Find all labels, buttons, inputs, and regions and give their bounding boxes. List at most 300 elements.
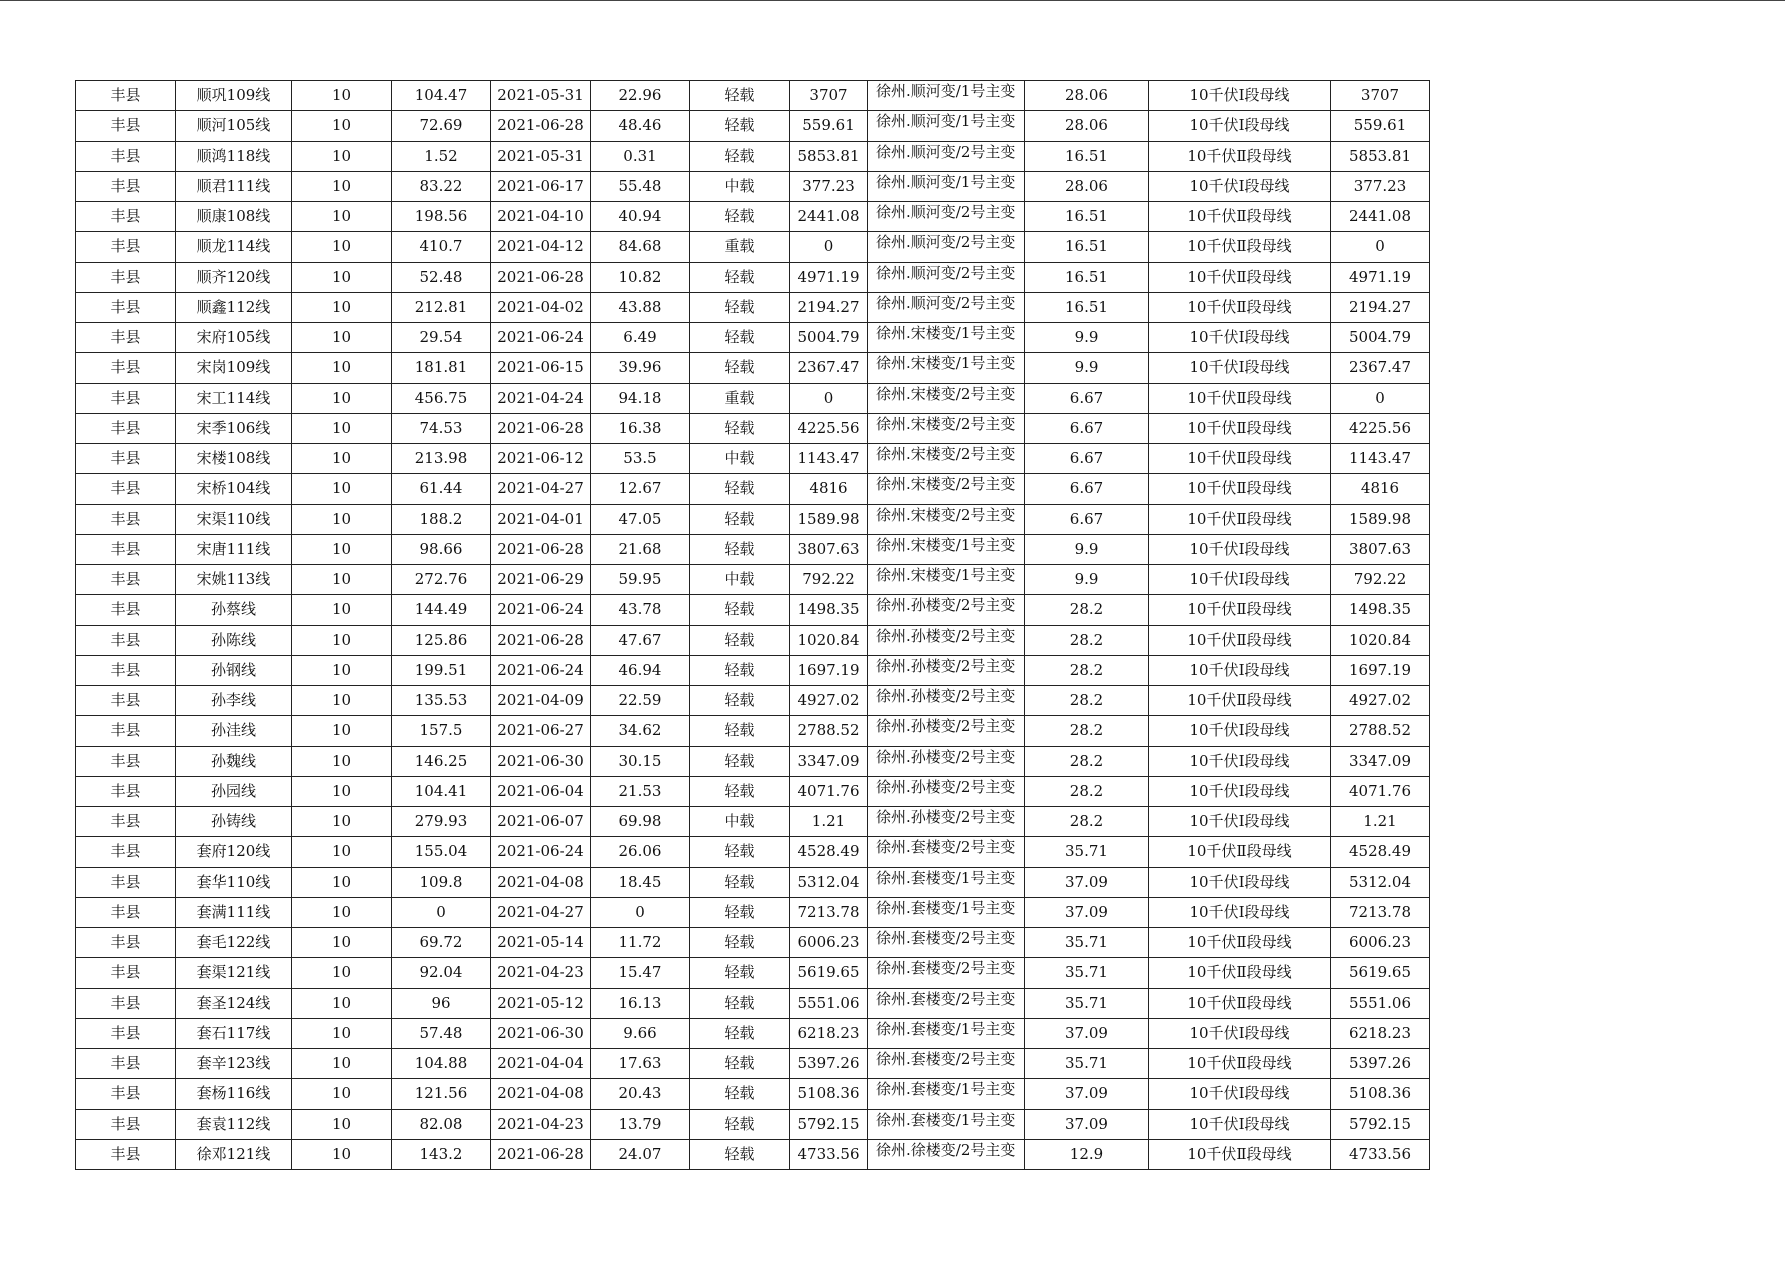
capacity-cell: 5004.79 xyxy=(790,323,868,353)
county-cell: 丰县 xyxy=(76,383,176,413)
substation-transformer-cell xyxy=(868,1049,1025,1079)
feeder-name-cell: 套袁112线 xyxy=(176,1109,292,1139)
transformer-rate-cell: 12.9 xyxy=(1025,1139,1149,1169)
available-capacity-cell: 4971.19 xyxy=(1331,262,1430,292)
available-capacity-cell: 2367.47 xyxy=(1331,353,1430,383)
feeder-name-cell: 宋唐111线 xyxy=(176,534,292,564)
date-cell: 2021-05-14 xyxy=(491,928,591,958)
date-cell: 2021-06-24 xyxy=(491,323,591,353)
date-cell: 2021-06-29 xyxy=(491,565,591,595)
table-row xyxy=(76,1049,1430,1079)
feeder-name-cell: 宋岗109线 xyxy=(176,353,292,383)
voltage-cell: 10 xyxy=(292,202,392,232)
capacity-cell: 5312.04 xyxy=(790,867,868,897)
busbar-cell: 10千伏Ⅰ段母线 xyxy=(1149,655,1331,685)
voltage-cell: 10 xyxy=(292,1139,392,1169)
rate-cell: 46.94 xyxy=(591,655,690,685)
page-top-rule xyxy=(0,0,1785,1)
date-cell: 2021-04-27 xyxy=(491,474,591,504)
feeder-name-cell: 宋桥104线 xyxy=(176,474,292,504)
date-cell: 2021-06-28 xyxy=(491,1139,591,1169)
voltage-cell: 10 xyxy=(292,958,392,988)
load-status-cell: 轻载 xyxy=(690,262,790,292)
available-capacity-cell: 5551.06 xyxy=(1331,988,1430,1018)
load-status-cell: 轻载 xyxy=(690,292,790,322)
load-status-cell: 轻载 xyxy=(690,202,790,232)
feeder-name-cell: 套渠121线 xyxy=(176,958,292,988)
voltage-cell: 10 xyxy=(292,292,392,322)
rate-cell: 13.79 xyxy=(591,1109,690,1139)
date-cell: 2021-06-12 xyxy=(491,444,591,474)
feeder-name-cell: 顺河105线 xyxy=(176,111,292,141)
substation-transformer-cell xyxy=(868,1018,1025,1048)
substation-transformer-cell xyxy=(868,262,1025,292)
date-cell: 2021-06-27 xyxy=(491,716,591,746)
feeder-name-cell: 孙洼线 xyxy=(176,716,292,746)
load-status-cell: 轻载 xyxy=(690,928,790,958)
substation-transformer-cell xyxy=(868,776,1025,806)
county-cell: 丰县 xyxy=(76,625,176,655)
substation-transformer-text: 徐州.套楼变/2号主变 xyxy=(876,838,1016,857)
rate-cell: 16.13 xyxy=(591,988,690,1018)
voltage-cell: 10 xyxy=(292,655,392,685)
rate-cell: 53.5 xyxy=(591,444,690,474)
feeder-name-cell: 孙铸线 xyxy=(176,807,292,837)
available-capacity-cell: 0 xyxy=(1331,383,1430,413)
busbar-cell: 10千伏Ⅰ段母线 xyxy=(1149,746,1331,776)
rate-cell: 11.72 xyxy=(591,928,690,958)
county-cell: 丰县 xyxy=(76,716,176,746)
table-row xyxy=(76,595,1430,625)
busbar-cell: 10千伏Ⅱ段母线 xyxy=(1149,1139,1331,1169)
substation-transformer-cell xyxy=(868,716,1025,746)
voltage-cell: 10 xyxy=(292,897,392,927)
load-cell: 61.44 xyxy=(392,474,491,504)
busbar-cell: 10千伏Ⅱ段母线 xyxy=(1149,958,1331,988)
substation-transformer-text: 徐州.套楼变/1号主变 xyxy=(876,868,1016,887)
substation-transformer-text: 徐州.宋楼变/1号主变 xyxy=(876,354,1016,373)
available-capacity-cell: 377.23 xyxy=(1331,171,1430,201)
load-status-cell: 轻载 xyxy=(690,1049,790,1079)
load-status-cell: 重载 xyxy=(690,383,790,413)
capacity-cell: 4225.56 xyxy=(790,413,868,443)
transformer-rate-cell: 16.51 xyxy=(1025,202,1149,232)
substation-transformer-text: 徐州.顺河变/2号主变 xyxy=(876,293,1016,312)
substation-transformer-cell xyxy=(868,655,1025,685)
rate-cell: 69.98 xyxy=(591,807,690,837)
transformer-rate-cell: 16.51 xyxy=(1025,232,1149,262)
table-row xyxy=(76,141,1430,171)
substation-transformer-cell xyxy=(868,81,1025,111)
transformer-rate-cell: 28.2 xyxy=(1025,807,1149,837)
substation-transformer-cell xyxy=(868,867,1025,897)
capacity-cell: 2788.52 xyxy=(790,716,868,746)
capacity-cell: 1020.84 xyxy=(790,625,868,655)
load-status-cell: 轻载 xyxy=(690,353,790,383)
available-capacity-cell: 5619.65 xyxy=(1331,958,1430,988)
transformer-rate-cell: 6.67 xyxy=(1025,504,1149,534)
substation-transformer-text: 徐州.套楼变/1号主变 xyxy=(876,1080,1016,1099)
county-cell: 丰县 xyxy=(76,111,176,141)
date-cell: 2021-04-08 xyxy=(491,1079,591,1109)
capacity-cell: 1697.19 xyxy=(790,655,868,685)
rate-cell: 94.18 xyxy=(591,383,690,413)
substation-transformer-text: 徐州.套楼变/2号主变 xyxy=(876,959,1016,978)
capacity-cell: 7213.78 xyxy=(790,897,868,927)
table-row xyxy=(76,655,1430,685)
date-cell: 2021-06-28 xyxy=(491,413,591,443)
table-row xyxy=(76,1109,1430,1139)
date-cell: 2021-06-24 xyxy=(491,837,591,867)
substation-transformer-text: 徐州.孙楼变/2号主变 xyxy=(876,747,1016,766)
substation-transformer-text: 徐州.套楼变/1号主变 xyxy=(876,1110,1016,1129)
transformer-rate-cell: 16.51 xyxy=(1025,292,1149,322)
date-cell: 2021-06-30 xyxy=(491,746,591,776)
county-cell: 丰县 xyxy=(76,474,176,504)
load-status-cell: 中载 xyxy=(690,565,790,595)
substation-transformer-text: 徐州.宋楼变/1号主变 xyxy=(876,566,1016,584)
table-row xyxy=(76,202,1430,232)
county-cell: 丰县 xyxy=(76,595,176,625)
transformer-rate-cell: 9.9 xyxy=(1025,534,1149,564)
county-cell: 丰县 xyxy=(76,958,176,988)
busbar-cell: 10千伏Ⅰ段母线 xyxy=(1149,323,1331,353)
table-row xyxy=(76,686,1430,716)
load-status-cell: 轻载 xyxy=(690,534,790,564)
county-cell: 丰县 xyxy=(76,1018,176,1048)
date-cell: 2021-04-02 xyxy=(491,292,591,322)
substation-transformer-text: 徐州.顺河变/2号主变 xyxy=(876,233,1016,252)
transformer-rate-cell: 35.71 xyxy=(1025,928,1149,958)
voltage-cell: 10 xyxy=(292,474,392,504)
load-status-cell: 轻载 xyxy=(690,141,790,171)
voltage-cell: 10 xyxy=(292,716,392,746)
county-cell: 丰县 xyxy=(76,534,176,564)
feeder-name-cell: 宋姚113线 xyxy=(176,565,292,595)
busbar-cell: 10千伏Ⅱ段母线 xyxy=(1149,202,1331,232)
voltage-cell: 10 xyxy=(292,444,392,474)
voltage-cell: 10 xyxy=(292,111,392,141)
capacity-cell: 1589.98 xyxy=(790,504,868,534)
substation-transformer-cell xyxy=(868,504,1025,534)
capacity-cell: 3707 xyxy=(790,81,868,111)
feeder-name-cell: 孙陈线 xyxy=(176,625,292,655)
load-cell: 29.54 xyxy=(392,323,491,353)
county-cell: 丰县 xyxy=(76,1109,176,1139)
load-status-cell: 轻载 xyxy=(690,1018,790,1048)
feeder-name-cell: 宋楼108线 xyxy=(176,444,292,474)
substation-transformer-text: 徐州.孙楼变/2号主变 xyxy=(876,626,1016,645)
load-status-cell: 轻载 xyxy=(690,81,790,111)
available-capacity-cell: 1697.19 xyxy=(1331,655,1430,685)
rate-cell: 15.47 xyxy=(591,958,690,988)
substation-transformer-cell xyxy=(868,323,1025,353)
rate-cell: 22.59 xyxy=(591,686,690,716)
feeder-name-cell: 套圣124线 xyxy=(176,988,292,1018)
table-row xyxy=(76,171,1430,201)
load-cell: 104.41 xyxy=(392,776,491,806)
transformer-rate-cell: 16.51 xyxy=(1025,141,1149,171)
table-row xyxy=(76,988,1430,1018)
load-cell: 109.8 xyxy=(392,867,491,897)
feeder-name-cell: 顺君111线 xyxy=(176,171,292,201)
table-row xyxy=(76,1018,1430,1048)
substation-transformer-text: 徐州.套楼变/2号主变 xyxy=(876,929,1016,947)
date-cell: 2021-06-04 xyxy=(491,776,591,806)
transformer-rate-cell: 6.67 xyxy=(1025,413,1149,443)
busbar-cell: 10千伏Ⅰ段母线 xyxy=(1149,111,1331,141)
substation-transformer-cell xyxy=(868,141,1025,171)
substation-transformer-cell xyxy=(868,232,1025,262)
table-row xyxy=(76,776,1430,806)
rate-cell: 39.96 xyxy=(591,353,690,383)
feeder-name-cell: 宋府105线 xyxy=(176,323,292,353)
load-cell: 57.48 xyxy=(392,1018,491,1048)
county-cell: 丰县 xyxy=(76,292,176,322)
feeder-name-cell: 孙蔡线 xyxy=(176,595,292,625)
busbar-cell: 10千伏Ⅱ段母线 xyxy=(1149,444,1331,474)
county-cell: 丰县 xyxy=(76,262,176,292)
date-cell: 2021-04-10 xyxy=(491,202,591,232)
county-cell: 丰县 xyxy=(76,202,176,232)
substation-transformer-text: 徐州.宋楼变/2号主变 xyxy=(876,414,1016,433)
feeder-name-cell: 顺龙114线 xyxy=(176,232,292,262)
available-capacity-cell: 4733.56 xyxy=(1331,1139,1430,1169)
load-cell: 104.88 xyxy=(392,1049,491,1079)
busbar-cell: 10千伏Ⅱ段母线 xyxy=(1149,595,1331,625)
transformer-rate-cell: 35.71 xyxy=(1025,837,1149,867)
load-cell: 213.98 xyxy=(392,444,491,474)
transformer-rate-cell: 6.67 xyxy=(1025,444,1149,474)
county-cell: 丰县 xyxy=(76,897,176,927)
date-cell: 2021-06-24 xyxy=(491,655,591,685)
load-cell: 188.2 xyxy=(392,504,491,534)
table-row xyxy=(76,897,1430,927)
load-status-cell: 轻载 xyxy=(690,837,790,867)
feeder-name-cell: 宋工114线 xyxy=(176,383,292,413)
substation-transformer-cell xyxy=(868,1139,1025,1169)
substation-transformer-cell xyxy=(868,171,1025,201)
transformer-rate-cell: 9.9 xyxy=(1025,353,1149,383)
capacity-cell: 559.61 xyxy=(790,111,868,141)
substation-transformer-cell xyxy=(868,383,1025,413)
busbar-cell: 10千伏Ⅰ段母线 xyxy=(1149,807,1331,837)
load-cell: 83.22 xyxy=(392,171,491,201)
load-cell: 69.72 xyxy=(392,928,491,958)
capacity-cell: 5551.06 xyxy=(790,988,868,1018)
rate-cell: 21.68 xyxy=(591,534,690,564)
available-capacity-cell: 0 xyxy=(1331,232,1430,262)
rate-cell: 9.66 xyxy=(591,1018,690,1048)
feeder-load-table xyxy=(75,80,1430,1170)
transformer-rate-cell: 28.2 xyxy=(1025,625,1149,655)
substation-transformer-cell xyxy=(868,746,1025,776)
date-cell: 2021-06-24 xyxy=(491,595,591,625)
substation-transformer-text: 徐州.顺河变/1号主变 xyxy=(876,112,1016,131)
available-capacity-cell: 2441.08 xyxy=(1331,202,1430,232)
substation-transformer-cell xyxy=(868,1109,1025,1139)
county-cell: 丰县 xyxy=(76,353,176,383)
load-cell: 92.04 xyxy=(392,958,491,988)
substation-transformer-cell xyxy=(868,413,1025,443)
capacity-cell: 4816 xyxy=(790,474,868,504)
substation-transformer-cell xyxy=(868,686,1025,716)
feeder-name-cell: 套石117线 xyxy=(176,1018,292,1048)
load-cell: 198.56 xyxy=(392,202,491,232)
load-status-cell: 轻载 xyxy=(690,504,790,534)
county-cell: 丰县 xyxy=(76,655,176,685)
county-cell: 丰县 xyxy=(76,413,176,443)
transformer-rate-cell: 37.09 xyxy=(1025,1018,1149,1048)
county-cell: 丰县 xyxy=(76,81,176,111)
load-cell: 74.53 xyxy=(392,413,491,443)
load-cell: 456.75 xyxy=(392,383,491,413)
substation-transformer-cell xyxy=(868,988,1025,1018)
date-cell: 2021-04-23 xyxy=(491,958,591,988)
available-capacity-cell: 5108.36 xyxy=(1331,1079,1430,1109)
transformer-rate-cell: 16.51 xyxy=(1025,262,1149,292)
load-cell: 272.76 xyxy=(392,565,491,595)
rate-cell: 10.82 xyxy=(591,262,690,292)
capacity-cell: 1143.47 xyxy=(790,444,868,474)
substation-transformer-cell xyxy=(868,837,1025,867)
feeder-name-cell: 宋渠110线 xyxy=(176,504,292,534)
load-status-cell: 轻载 xyxy=(690,867,790,897)
transformer-rate-cell: 37.09 xyxy=(1025,897,1149,927)
available-capacity-cell: 2194.27 xyxy=(1331,292,1430,322)
busbar-cell: 10千伏Ⅱ段母线 xyxy=(1149,988,1331,1018)
date-cell: 2021-06-30 xyxy=(491,1018,591,1048)
voltage-cell: 10 xyxy=(292,323,392,353)
feeder-name-cell: 套辛123线 xyxy=(176,1049,292,1079)
substation-transformer-text: 徐州.宋楼变/2号主变 xyxy=(876,445,1016,463)
rate-cell: 0 xyxy=(591,897,690,927)
substation-transformer-text: 徐州.徐楼变/2号主变 xyxy=(876,1140,1016,1159)
load-cell: 410.7 xyxy=(392,232,491,262)
capacity-cell: 5397.26 xyxy=(790,1049,868,1079)
rate-cell: 43.78 xyxy=(591,595,690,625)
load-cell: 279.93 xyxy=(392,807,491,837)
substation-transformer-text: 徐州.孙楼变/2号主变 xyxy=(876,777,1016,796)
busbar-cell: 10千伏Ⅰ段母线 xyxy=(1149,171,1331,201)
voltage-cell: 10 xyxy=(292,534,392,564)
date-cell: 2021-05-31 xyxy=(491,141,591,171)
transformer-rate-cell: 28.2 xyxy=(1025,746,1149,776)
available-capacity-cell: 6218.23 xyxy=(1331,1018,1430,1048)
load-cell: 82.08 xyxy=(392,1109,491,1139)
substation-transformer-text: 徐州.宋楼变/2号主变 xyxy=(876,475,1016,494)
substation-transformer-text: 徐州.宋楼变/1号主变 xyxy=(876,535,1016,554)
rate-cell: 55.48 xyxy=(591,171,690,201)
voltage-cell: 10 xyxy=(292,81,392,111)
available-capacity-cell: 1020.84 xyxy=(1331,625,1430,655)
substation-transformer-text: 徐州.宋楼变/2号主变 xyxy=(876,384,1016,403)
load-status-cell: 中载 xyxy=(690,171,790,201)
available-capacity-cell: 5004.79 xyxy=(1331,323,1430,353)
substation-transformer-cell xyxy=(868,897,1025,927)
capacity-cell: 0 xyxy=(790,232,868,262)
load-status-cell: 轻载 xyxy=(690,776,790,806)
rate-cell: 22.96 xyxy=(591,81,690,111)
county-cell: 丰县 xyxy=(76,232,176,262)
load-status-cell: 轻载 xyxy=(690,1109,790,1139)
busbar-cell: 10千伏Ⅱ段母线 xyxy=(1149,837,1331,867)
load-cell: 135.53 xyxy=(392,686,491,716)
transformer-rate-cell: 28.2 xyxy=(1025,595,1149,625)
county-cell: 丰县 xyxy=(76,504,176,534)
capacity-cell: 1498.35 xyxy=(790,595,868,625)
load-cell: 72.69 xyxy=(392,111,491,141)
voltage-cell: 10 xyxy=(292,867,392,897)
voltage-cell: 10 xyxy=(292,1049,392,1079)
table-row xyxy=(76,746,1430,776)
available-capacity-cell: 4528.49 xyxy=(1331,837,1430,867)
feeder-name-cell: 徐邓121线 xyxy=(176,1139,292,1169)
voltage-cell: 10 xyxy=(292,746,392,776)
capacity-cell: 4971.19 xyxy=(790,262,868,292)
voltage-cell: 10 xyxy=(292,565,392,595)
county-cell: 丰县 xyxy=(76,1139,176,1169)
transformer-rate-cell: 28.06 xyxy=(1025,111,1149,141)
table-row xyxy=(76,444,1430,474)
load-cell: 155.04 xyxy=(392,837,491,867)
load-cell: 157.5 xyxy=(392,716,491,746)
available-capacity-cell: 3807.63 xyxy=(1331,534,1430,564)
busbar-cell: 10千伏Ⅱ段母线 xyxy=(1149,141,1331,171)
transformer-rate-cell: 35.71 xyxy=(1025,1049,1149,1079)
busbar-cell: 10千伏Ⅰ段母线 xyxy=(1149,897,1331,927)
rate-cell: 34.62 xyxy=(591,716,690,746)
county-cell: 丰县 xyxy=(76,323,176,353)
busbar-cell: 10千伏Ⅰ段母线 xyxy=(1149,1018,1331,1048)
voltage-cell: 10 xyxy=(292,686,392,716)
available-capacity-cell: 1.21 xyxy=(1331,807,1430,837)
feeder-name-cell: 宋季106线 xyxy=(176,413,292,443)
substation-transformer-text: 徐州.套楼变/2号主变 xyxy=(876,1050,1016,1068)
substation-transformer-cell xyxy=(868,111,1025,141)
feeder-name-cell: 顺鑫112线 xyxy=(176,292,292,322)
capacity-cell: 3347.09 xyxy=(790,746,868,776)
table-row xyxy=(76,262,1430,292)
load-cell: 199.51 xyxy=(392,655,491,685)
voltage-cell: 10 xyxy=(292,171,392,201)
county-cell: 丰县 xyxy=(76,1049,176,1079)
substation-transformer-text: 徐州.顺河变/1号主变 xyxy=(876,172,1016,191)
busbar-cell: 10千伏Ⅱ段母线 xyxy=(1149,413,1331,443)
substation-transformer-cell xyxy=(868,292,1025,322)
busbar-cell: 10千伏Ⅱ段母线 xyxy=(1149,625,1331,655)
capacity-cell: 6218.23 xyxy=(790,1018,868,1048)
transformer-rate-cell: 6.67 xyxy=(1025,474,1149,504)
county-cell: 丰县 xyxy=(76,867,176,897)
capacity-cell: 1.21 xyxy=(790,807,868,837)
busbar-cell: 10千伏Ⅰ段母线 xyxy=(1149,867,1331,897)
rate-cell: 16.38 xyxy=(591,413,690,443)
capacity-cell: 792.22 xyxy=(790,565,868,595)
date-cell: 2021-06-28 xyxy=(491,534,591,564)
load-cell: 98.66 xyxy=(392,534,491,564)
table-row xyxy=(76,867,1430,897)
capacity-cell: 2367.47 xyxy=(790,353,868,383)
load-status-cell: 轻载 xyxy=(690,1139,790,1169)
available-capacity-cell: 4816 xyxy=(1331,474,1430,504)
table-row xyxy=(76,565,1430,595)
substation-transformer-cell xyxy=(868,534,1025,564)
load-cell: 0 xyxy=(392,897,491,927)
table-row xyxy=(76,716,1430,746)
rate-cell: 48.46 xyxy=(591,111,690,141)
county-cell: 丰县 xyxy=(76,1079,176,1109)
